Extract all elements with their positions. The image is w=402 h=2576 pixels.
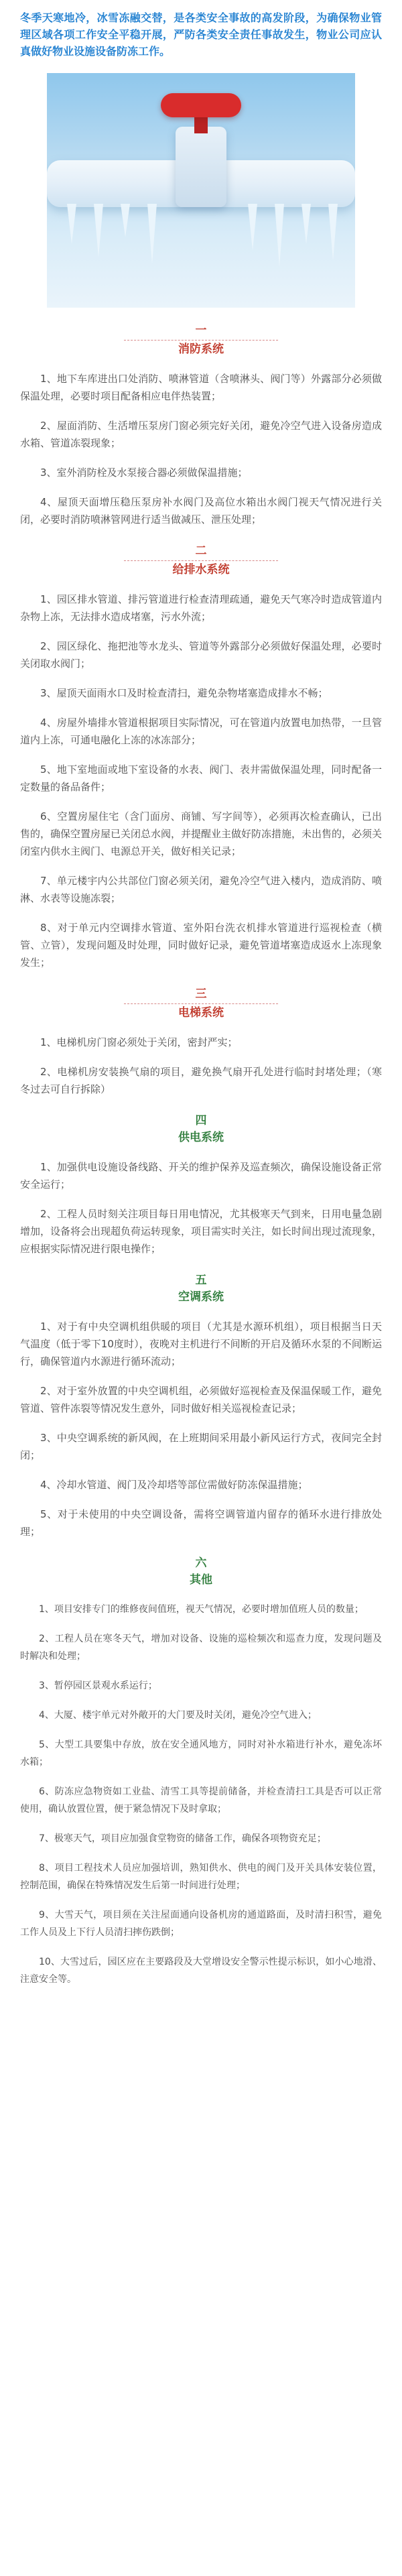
section-header <box>20 986 382 1022</box>
section-title: 电梯系统 <box>178 1006 224 1020</box>
list-item: 4、大厦、楼宇单元对外敞开的大门要及时关闭，避免冷空气进入； <box>39 1710 317 1721</box>
icicle-icon <box>302 204 311 244</box>
list-item: 10、大雪过后，园区应在主要路段及大堂增设安全警示性提示标识，如小心地滑、注意安全等。 <box>20 1957 382 1985</box>
list-item: 9、大雪天气，项目须在关注屋面通向设备机房的通道路面，及时清扫积雪，避免工作人员及上下行人员清扫摔伤跌倒； <box>20 1910 382 1938</box>
list-item: 5、对于未使用的中央空调设备，需将空调管道内留存的循环水进行排放处理； <box>20 1508 382 1538</box>
list-item: 6、防冻应急物资如工业盐、清雪工具等提前储备，并检查清扫工具是否可以正常使用，确认放置位置，便于紧急情况下及时拿取； <box>20 1786 382 1815</box>
list-item: 2、屋面消防、生活增压泵房门窗必须完好关闭，避免冷空气进入设备房造成水箱、管道冻裂现象； <box>20 420 382 449</box>
list-item: 7、极寒天气，项目应加强食堂物资的储备工作，确保各项物资充足； <box>39 1833 326 1844</box>
list-item: 1、园区排水管道、排污管道进行检查清理疏通，避免天气寒冷时造成管道内杂物上冻，无法排水造成堵塞，污水外流； <box>20 593 382 623</box>
list-item: 5、地下室地面或地下室设备的水表、阀门、表井需做保温处理，同时配备一定数量的备品备件； <box>20 763 382 793</box>
red-valve-handle <box>161 93 241 117</box>
list-item: 1、加强供电设施设备线路、开关的维护保养及巡查频次，确保设施设备正常安全运行； <box>20 1161 382 1190</box>
section-header <box>20 543 382 578</box>
section-elevator-system <box>0 986 402 1098</box>
valve-body <box>176 127 226 207</box>
icicle-icon <box>328 204 338 261</box>
frozen-valve-illustration <box>47 73 355 308</box>
section-title: 消防系统 <box>178 343 224 356</box>
list-item: 5、大型工具要集中存放，放在安全通风地方，同时对补水箱进行补水，避免冻坏水箱； <box>20 1739 382 1768</box>
section-number: 三 <box>195 987 207 1001</box>
icicle-icon <box>248 204 257 251</box>
list-item: 3、暂停园区景观水系运行； <box>39 1680 157 1691</box>
section-title: 其他 <box>190 1573 212 1587</box>
list-item: 7、单元楼宇内公共部位门窗必须关闭，避免冷空气进入楼内，造成消防、喷淋、水表等设施冻裂； <box>20 875 382 904</box>
list-item: 3、屋顶天面雨水口及时检查清扫，避免杂物堵塞造成排水不畅； <box>40 687 328 699</box>
section-header <box>20 322 382 358</box>
list-item: 8、项目工程技术人员应加强培训，熟知供水、供电的阀门及开关具体安装位置，控制范围，确保在特殊情况发生后第一时间进行处理； <box>20 1863 382 1891</box>
list-item: 4、冷却水管道、阀门及冷却塔等部位需做好防冻保温措施； <box>40 1479 308 1491</box>
list-item: 3、中央空调系统的新风阀，在上班期间采用最小新风运行方式，夜间完全封闭； <box>20 1432 382 1461</box>
section-title: 给排水系统 <box>172 563 230 576</box>
list-item: 2、工程人员在寒冬天气，增加对设备、设施的巡检频次和巡查力度，发现问题及时解决和处理； <box>20 1634 382 1662</box>
section-other <box>0 1555 402 1988</box>
icicle-icon <box>275 204 284 267</box>
list-item: 2、工程人员时刻关注项目每日用电情况，尤其极寒天气到来，日用电量急剧增加，设备将会出现超负荷运转现象，项目需实时关注，如长时间出现过流现象，应根据实际情况进行限电操作； <box>20 1208 383 1255</box>
section-header <box>20 1113 382 1146</box>
section-hvac-system <box>0 1272 402 1540</box>
intro-paragraph: 冬季天寒地冷，冰雪冻融交替，是各类安全事故的高发阶段，为确保物业管理区域各项工作安全平稳开展，严防各类安全责任事故发生，物业公司应认真做好物业设施设备防冻工作。 <box>20 11 382 58</box>
section-number: 二 <box>195 544 207 558</box>
section-header <box>20 1555 382 1589</box>
section-fire-system <box>0 322 402 528</box>
list-item: 1、对于有中央空调机组供暖的项目（尤其是水源环机组），项目根据当日天气温度（低于零下10度时），夜晚对主机进行不间断的开启及循环水泵的不间断运行，确保管道内水源进行循环流动； <box>20 1321 382 1367</box>
list-item: 8、对于单元内空调排水管道、室外阳台洗衣机排水管道进行巡视检查（横管、立管），发现问题及时处理，同时做好记录，避免管道堵塞造成返水上冻现象发生； <box>20 922 382 969</box>
list-item: 1、地下车库进出口处消防、喷淋管道（含喷淋头、阀门等）外露部分必须做保温处理，必要时项目配备相应电伴热装置； <box>20 373 382 402</box>
section-number: 五 <box>195 1274 207 1287</box>
section-power-system <box>0 1113 402 1258</box>
section-number: 六 <box>195 1556 207 1570</box>
section-number: 一 <box>195 324 207 337</box>
icicle-icon <box>94 204 103 257</box>
icicle-icon <box>67 204 76 244</box>
list-item: 3、室外消防栓及水泵接合器必须做保温措施； <box>40 467 248 479</box>
icicle-icon <box>121 204 130 237</box>
section-title: 供电系统 <box>178 1131 224 1144</box>
list-item: 2、园区绿化、拖把池等水龙头、管道等外露部分必须做好保温处理，必要时关闭取水阀门； <box>20 640 382 670</box>
list-item: 4、房屋外墙排水管道根据项目实际情况，可在管道内放置电加热带，一旦管道内上冻，可通电融化上冻的冰冻部分； <box>20 717 382 746</box>
section-title: 空调系统 <box>178 1290 224 1304</box>
list-item: 2、电梯机房安装换气扇的项目，避免换气扇开孔处进行临时封堵处理；（寒冬过去可自行拆除） <box>20 1066 382 1095</box>
list-item: 1、电梯机房门窗必须处于关闭，密封严实； <box>40 1036 238 1048</box>
list-item: 2、对于室外放置的中央空调机组，必须做好巡视检查及保温保暖工作，避免管道、管件冻裂等情况发生意外，同时做好相关巡视检查记录； <box>20 1385 382 1414</box>
icicle-icon <box>147 204 157 264</box>
section-water-system <box>0 543 402 971</box>
list-item: 4、屋顶天面增压稳压泵房补水阀门及高位水箱出水阀门视天气情况进行关闭，必要时消防喷淋管网进行适当做减压、泄压处理； <box>20 496 382 526</box>
section-header <box>20 1272 382 1306</box>
list-item: 1、项目安排专门的维修夜间值班，视天气情况，必要时增加值班人员的数量； <box>39 1604 364 1615</box>
section-number: 四 <box>195 1114 207 1127</box>
list-item: 6、空置房屋住宅（含门面房、商铺、写字间等），必须再次检查确认，已出售的，确保空置房屋已关闭总水阀，并提醒业主做好防冻措施，未出售的，必须关闭室内供水主阀门、电源总开关，做好相关记录； <box>20 810 383 857</box>
